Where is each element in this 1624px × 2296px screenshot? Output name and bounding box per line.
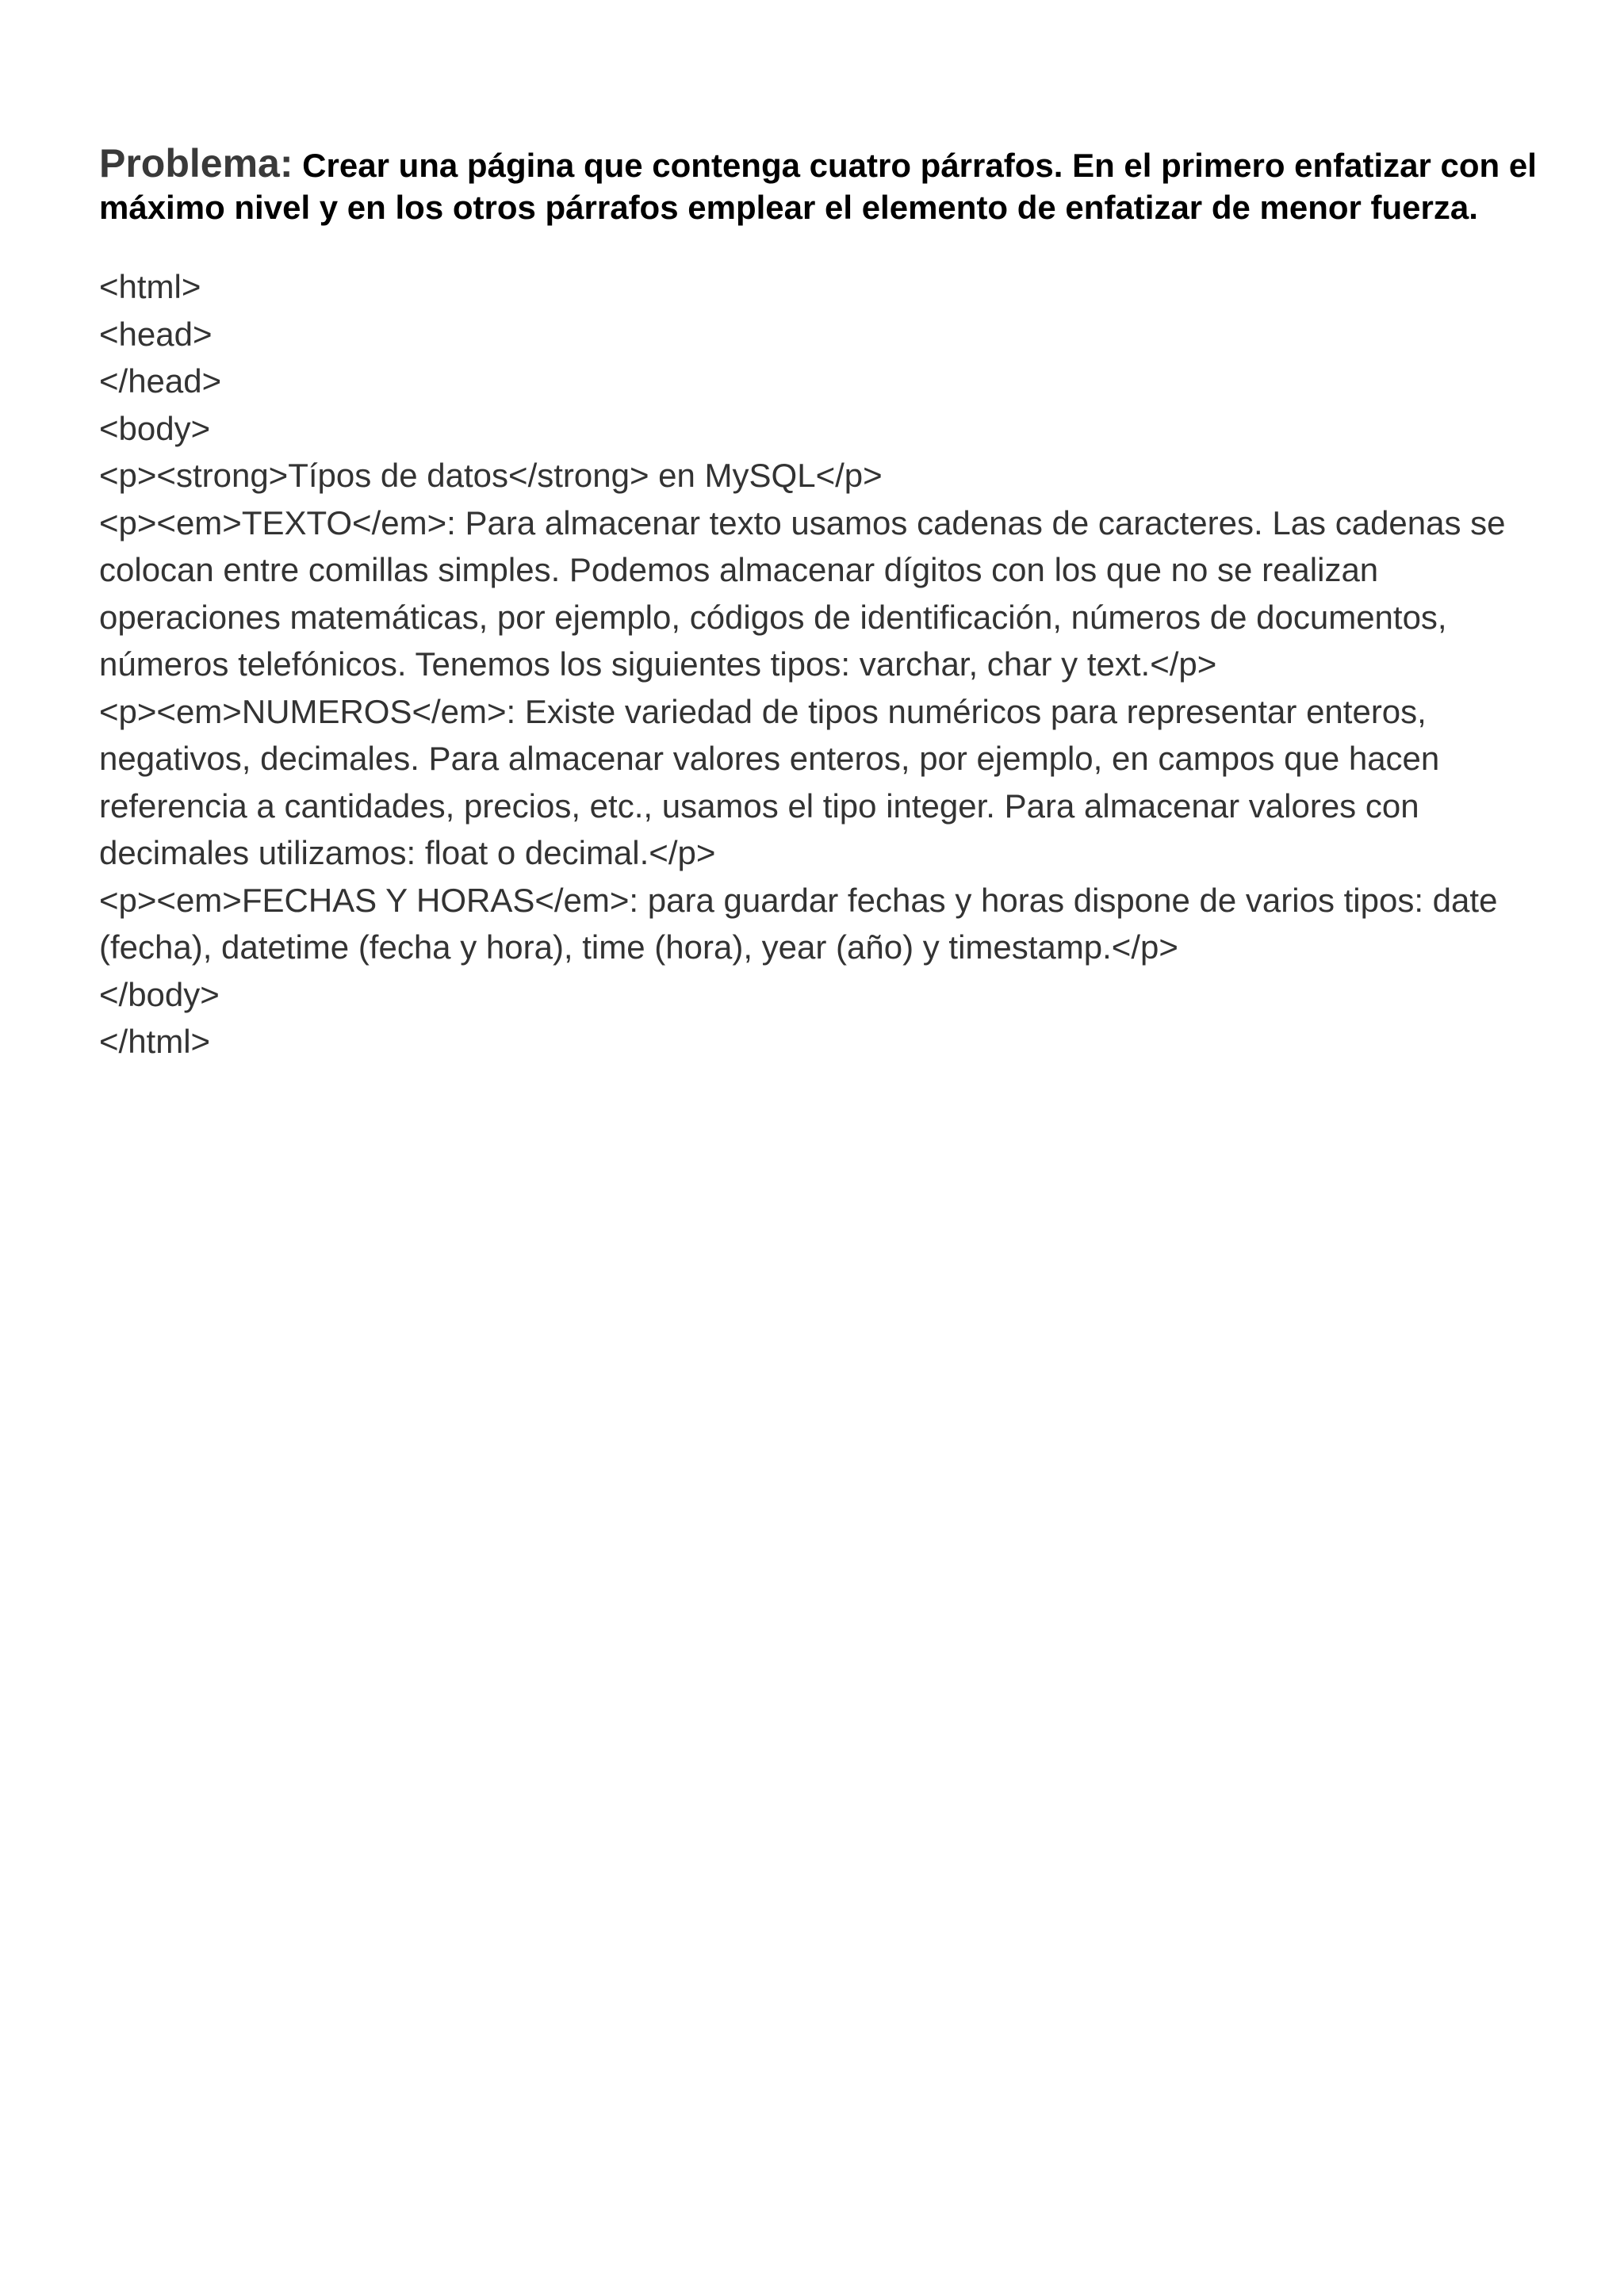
code-line-paragraph-title: <p><strong>Típos de datos</strong> en MySQL</p> [99, 457, 883, 494]
code-line-head-open: <head> [99, 315, 213, 353]
code-line-paragraph-texto: <p><em>TEXTO</em>: Para almacenar texto usamos cadenas de caracteres. Las cadenas se colocan entre comillas simples. Podemos almacenar dígitos con los que no se realizan operaciones matemáticas, por ejemplo, códigos de identificación, números de documentos, números telefónicos. Tenemos los siguientes tipos: varchar, char y text.</p> [99, 503, 1515, 683]
code-line-html-open: <html> [99, 268, 201, 305]
code-line-paragraph-fechas: <p><em>FECHAS Y HORAS</em>: para guardar fechas y horas dispone de varios tipos: date (fecha), datetime (fecha y hora), time (hora), year (año) y timestamp.</p> [99, 881, 1507, 966]
code-line-paragraph-numeros: <p><em>NUMEROS</em>: Existe variedad de tipos numéricos para representar enteros, negativos, decimales. Para almacenar valores enteros, por ejemplo, en campos que hacen referencia a cantidades, precios, etc., usamos el tipo integer. Para almacenar valores con decimales utilizamos: float o decimal.</p> [99, 692, 1449, 871]
code-line-body-open: <body> [99, 409, 211, 447]
problem-text: Crear una página que contenga cuatro párrafos. En el primero enfatizar con el máximo nivel y en los otros párrafos emplear el elemento de enfatizar de menor fuerza. [99, 147, 1537, 226]
code-line-body-close: </body> [99, 975, 220, 1013]
document-page [99, 143, 1550, 1066]
problem-statement [99, 143, 1550, 228]
code-listing [99, 263, 1550, 1066]
problem-label: Problema: [99, 141, 293, 186]
code-line-html-close: </html> [99, 1023, 211, 1060]
code-line-head-close: </head> [99, 362, 222, 400]
